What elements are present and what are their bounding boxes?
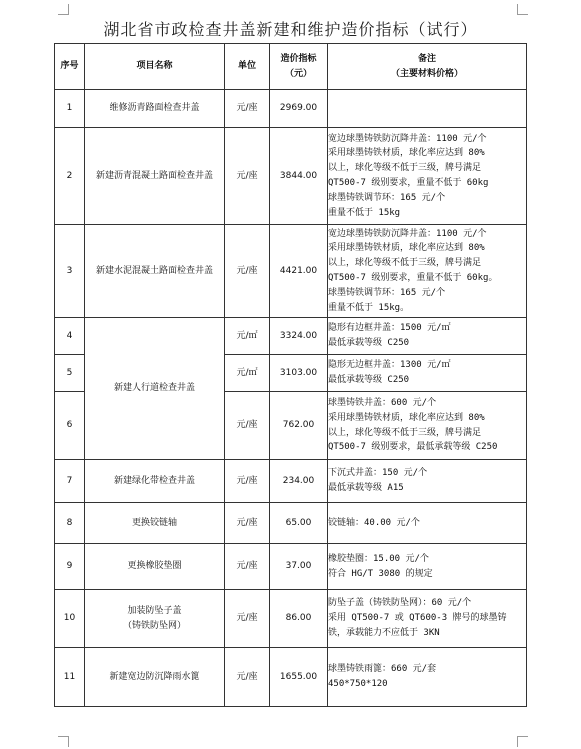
- row-name: 新建沥青混凝土路面检查井盖: [85, 128, 225, 225]
- row-note: 铰链轴：40.00 元/个: [328, 503, 527, 544]
- table-row: [55, 225, 527, 318]
- row-name: 新建绿化带检查井盖: [85, 460, 225, 503]
- table-header-row: [55, 44, 527, 90]
- page-corner-mark-top-left: [58, 4, 69, 15]
- row-note: [328, 90, 527, 128]
- header-note-line1: 备注: [417, 53, 436, 64]
- table-row: [55, 318, 527, 355]
- table-row: [55, 128, 527, 225]
- row-unit: 元/座: [225, 460, 270, 503]
- header-price: [270, 44, 328, 90]
- document-title: 湖北省市政检查井盖新建和维护造价指标（试行）: [103, 20, 478, 39]
- row-unit: 元/座: [225, 392, 270, 460]
- table-row: [55, 503, 527, 544]
- row-unit: 元/座: [225, 590, 270, 648]
- row-note: 防坠子盖（铸铁防坠网）：60 元/个 采用 QT500-7 或 QT600-3 牌号的球墨铸 铁，承载能力不应低于 3KN: [328, 590, 527, 648]
- row-name: 更换铰链轴: [85, 503, 225, 544]
- header-seq: 序号: [55, 44, 85, 90]
- table-row: [55, 590, 527, 648]
- row-name: 维修沥青路面检查井盖: [85, 90, 225, 128]
- row-unit: 元/座: [225, 225, 270, 318]
- row-seq: 11: [55, 648, 85, 707]
- row-unit: 元/㎡: [225, 355, 270, 392]
- row-price: 3324.00: [270, 318, 328, 355]
- row-seq: 10: [55, 590, 85, 648]
- header-unit: 单位: [225, 44, 270, 90]
- row-name-line2: （铸铁防坠网）: [122, 620, 186, 631]
- header-price-line1: 造价指标: [280, 53, 317, 64]
- row-note: 隐形有边框井盖：1500 元/㎡ 最低承载等级 C250: [328, 318, 527, 355]
- row-name: 更换橡胶垫圈: [85, 544, 225, 590]
- row-note: 橡胶垫圈：15.00 元/个 符合 HG/T 3080 的规定: [328, 544, 527, 590]
- row-name: 新建水泥混凝土路面检查井盖: [85, 225, 225, 318]
- row-note: 球墨铸铁雨篦：660 元/套 450*750*120: [328, 648, 527, 707]
- row-seq: 9: [55, 544, 85, 590]
- row-seq: 1: [55, 90, 85, 128]
- row-price: 762.00: [270, 392, 328, 460]
- row-name-merged: 新建人行道检查井盖: [85, 318, 225, 460]
- row-unit: 元/座: [225, 648, 270, 707]
- row-note: 宽边球墨铸铁防沉降井盖：1100 元/个 采用球墨铸铁材质，球化率应达到 80% 以上，球化等级不低于三级，牌号满足 QT500-7 级别要求，重量不低于 60kg 球墨铸铁调节环：165 元/个 重量不低于 15kg: [328, 128, 527, 225]
- page-corner-mark-bottom-left: [58, 736, 69, 747]
- row-unit: 元/座: [225, 544, 270, 590]
- page-corner-mark-top-right: [517, 4, 528, 15]
- row-price: 4421.00: [270, 225, 328, 318]
- row-price: 3103.00: [270, 355, 328, 392]
- row-price: 37.00: [270, 544, 328, 590]
- table-row: [55, 544, 527, 590]
- row-unit: 元/㎡: [225, 318, 270, 355]
- row-price: 1655.00: [270, 648, 328, 707]
- row-price: 2969.00: [270, 90, 328, 128]
- row-price: 86.00: [270, 590, 328, 648]
- price-index-table: [54, 43, 527, 707]
- row-name: [85, 590, 225, 648]
- row-unit: 元/座: [225, 503, 270, 544]
- row-name-line1: 加装防坠子盖: [127, 605, 182, 616]
- row-seq: 5: [55, 355, 85, 392]
- row-seq: 6: [55, 392, 85, 460]
- row-seq: 3: [55, 225, 85, 318]
- row-note: 隐形无边框井盖：1300 元/㎡ 最低承载等级 C250: [328, 355, 527, 392]
- row-unit: 元/座: [225, 90, 270, 128]
- header-price-line2: （元）: [284, 68, 312, 79]
- header-note-line2: （主要材料价格）: [390, 68, 463, 79]
- row-note: 下沉式井盖：150 元/个 最低承载等级 A15: [328, 460, 527, 503]
- row-price: 234.00: [270, 460, 328, 503]
- row-seq: 8: [55, 503, 85, 544]
- row-seq: 2: [55, 128, 85, 225]
- row-seq: 4: [55, 318, 85, 355]
- table-row: [55, 460, 527, 503]
- row-seq: 7: [55, 460, 85, 503]
- table-row: [55, 648, 527, 707]
- row-unit: 元/座: [225, 128, 270, 225]
- row-price: 65.00: [270, 503, 328, 544]
- row-price: 3844.00: [270, 128, 328, 225]
- row-name: 新建宽边防沉降雨水篦: [85, 648, 225, 707]
- header-name: 项目名称: [85, 44, 225, 90]
- header-note: [328, 44, 527, 90]
- row-note: 宽边球墨铸铁防沉降井盖：1100 元/个 采用球墨铸铁材质，球化率应达到 80% 以上，球化等级不低于三级，牌号满足 QT500-7 级别要求，重量不低于 60kg。 球墨铸铁调节环：165 元/个 重量不低于 15kg。: [328, 225, 527, 318]
- table-row: [55, 90, 527, 128]
- page-corner-mark-bottom-right: [517, 736, 528, 747]
- row-note: 球墨铸铁井盖：600 元/个 采用球墨铸铁材质，球化率应达到 80% 以上，球化等级不低于三级，牌号满足 QT500-7 级别要求，最低承载等级 C250: [328, 392, 527, 460]
